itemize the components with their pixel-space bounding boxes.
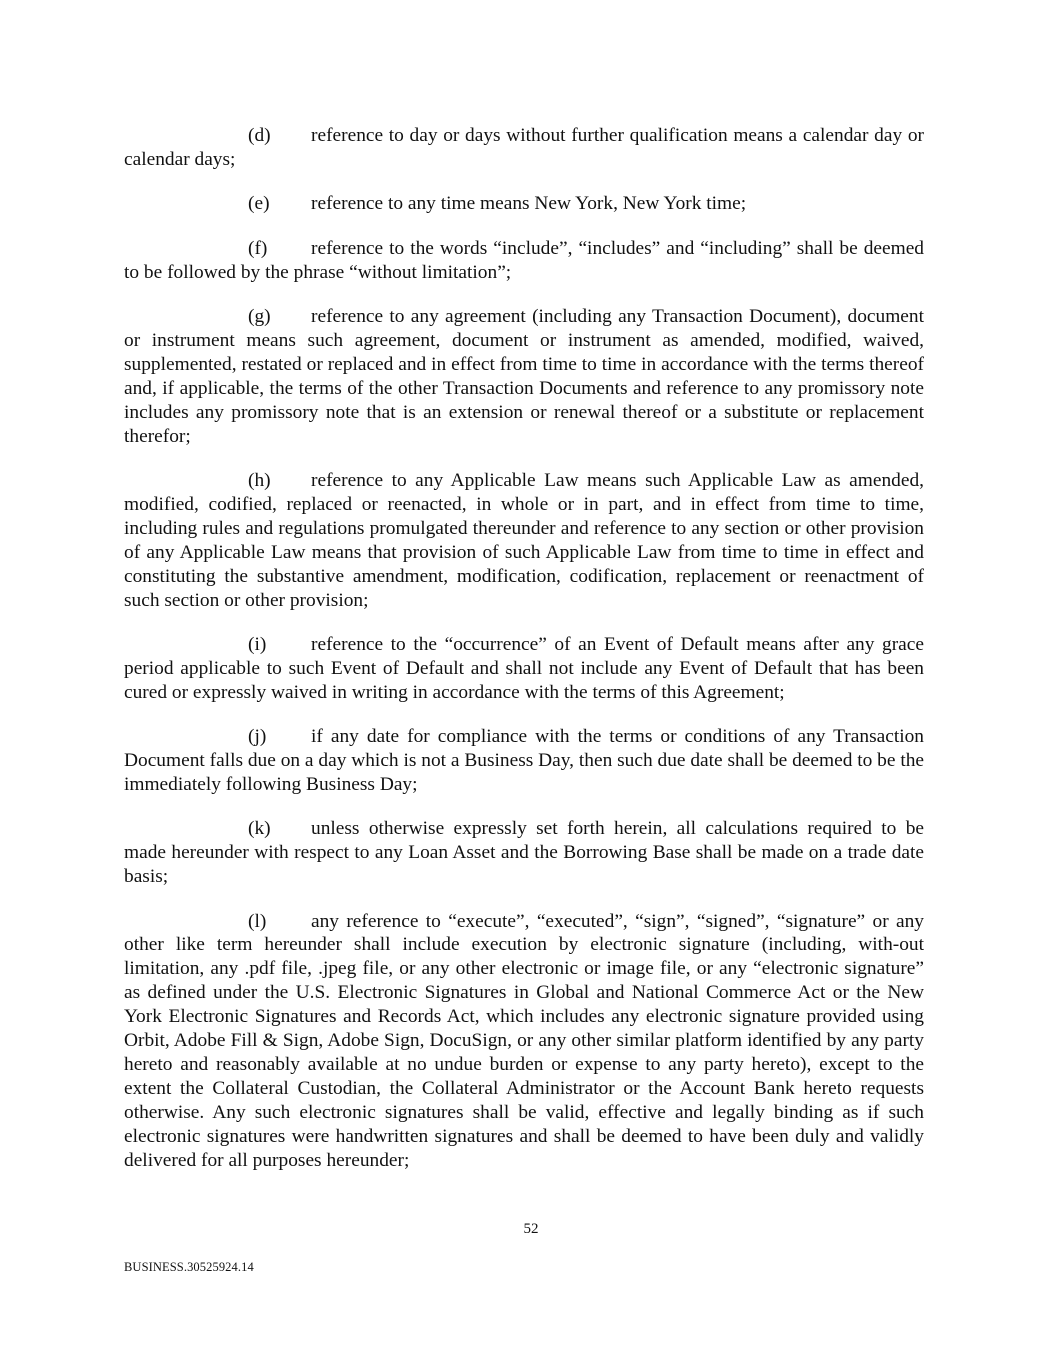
clause-h — [124, 469, 924, 612]
clause-label: (i) — [248, 633, 267, 655]
clause-label: (h) — [248, 469, 271, 491]
clause-text: any reference to “execute”, “executed”, “sign”, “signed”, “signature” or any other like term hereunder shall include execution by electronic signature (including, with-out limitation, any .pdf file, .jpeg file, or any other electronic or image file, or any “electronic signature” as defined under the U.S. Electronic Signatures in Global and National Commerce Act or the New York Electronic Signatures and Records Act, which includes any electronic signature provided using Orbit, Adobe Fill & Sign, Adobe Sign, DocuSign, or any other similar platform identified by any party hereto and reasonably available at no undue burden or expense to any party hereto), except to the extent the Collateral Custodian, the Collateral Administrator or the Account Bank hereto requests otherwise. Any such electronic signatures shall be valid, effective and legally binding as if such electronic signatures were handwritten signatures and shall be deemed to have been duly and validly delivered for all purposes hereunder; — [124, 910, 924, 1171]
clause-l — [124, 910, 924, 1173]
clause-text: unless otherwise expressly set forth herein, all calculations required to be made hereunder with respect to any Loan Asset and the Borrowing Base shall be made on a trade date basis; — [124, 818, 924, 888]
clause-label: (f) — [248, 237, 268, 259]
clause-i — [124, 633, 924, 705]
clause-label: (d) — [248, 125, 271, 146]
clause-text: reference to any time means New York, New York time; — [311, 193, 747, 215]
clause-j — [124, 725, 924, 797]
clause-label: (g) — [248, 306, 271, 328]
clause-text: reference to any Applicable Law means such Applicable Law as amended, modified, codified, replaced or reenacted, in whole or in part, and in effect from time to time, including rules and regulations promulgated thereunder and reference to any section or other provision of any Applicable Law means that provision of such Applicable Law from time to time in effect and constituting the substantive amendment, modification, codification, replacement or reenactment of such section or other provision; — [124, 469, 924, 611]
page-number: 52 — [523, 1221, 539, 1237]
clause-label: (l) — [248, 910, 267, 932]
clause-label: (j) — [248, 726, 267, 748]
document-body — [124, 124, 924, 1193]
document-id: BUSINESS.30525924.14 — [124, 1260, 254, 1274]
clause-text: reference to the “occurrence” of an Event of Default means after any grace period applicable to such Event of Default and shall not include any Event of Default that has been cured or expressly waived in writing in accordance with the terms of this Agreement; — [124, 633, 924, 703]
clause-label: (e) — [248, 193, 270, 215]
clause-text: if any date for compliance with the terms or conditions of any Transaction Document falls due on a day which is not a Business Day, then such due date shall be deemed to be the immediately following Business Day; — [124, 726, 925, 795]
clause-text: reference to any agreement (including any Transaction Document), document or instrument means such agreement, document or instrument as amended, modified, waived, supplemented, restated or replaced and in effect from time to time in accordance with the terms thereof and, if applicable, the terms of the other Transaction Documents and reference to any promissory note includes any promissory note that is an extension or renewal thereof or a substitute or replacement therefor; — [124, 306, 924, 447]
clause-f — [124, 237, 924, 285]
clause-e — [124, 192, 924, 216]
clause-text: reference to day or days without further qualification means a calendar day or calendar days; — [124, 125, 924, 170]
clause-k — [124, 817, 924, 889]
clause-text: reference to the words “include”, “includes” and “including” shall be deemed to be followed by the phrase “without limitation”; — [124, 237, 924, 283]
clause-d — [124, 124, 924, 172]
clause-label: (k) — [248, 818, 271, 840]
clause-g — [124, 305, 924, 448]
